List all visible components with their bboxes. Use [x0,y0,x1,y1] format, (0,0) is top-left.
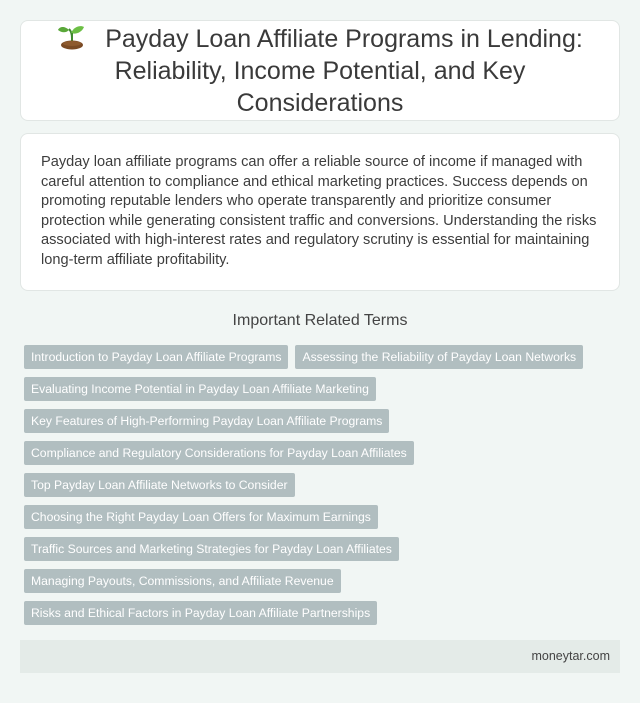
summary-card [20,133,620,291]
title-card [20,20,620,121]
related-term-tag[interactable]: Assessing the Reliability of Payday Loan Networks [295,345,583,369]
term-row [24,569,624,593]
footer-site-link[interactable]: moneytar.com [531,649,610,663]
sprout-icon [57,24,87,50]
related-terms-list [24,345,624,633]
related-term-tag[interactable]: Managing Payouts, Commissions, and Affiliate Revenue [24,569,341,593]
summary-text: Payday loan affiliate programs can offer a reliable source of income if managed with careful attention to compliance and ethical marketing practices. Success depends on promoting reputable lenders who operate transparently and prioritize consumer protection while generating consistent traffic and conversions. Understanding the risks associated with high-interest rates and regulatory scrutiny is essential for maintaining long-term affiliate profitability. [41,154,597,268]
term-row [24,441,624,465]
footer [20,640,620,673]
related-term-tag[interactable]: Top Payday Loan Affiliate Networks to Consider [24,473,295,497]
term-row [24,473,624,497]
related-term-tag[interactable]: Traffic Sources and Marketing Strategies for Payday Loan Affiliates [24,537,399,561]
term-row [24,537,624,561]
related-term-tag[interactable]: Choosing the Right Payday Loan Offers for Maximum Earnings [24,505,378,529]
term-row [24,377,624,401]
term-row [24,409,624,433]
page-title [39,23,601,119]
related-term-tag[interactable]: Introduction to Payday Loan Affiliate Programs [24,345,288,369]
related-terms-heading: Important Related Terms [232,312,408,329]
term-row [24,505,624,529]
page-title-text: Payday Loan Affiliate Programs in Lending: Reliability, Income Potential, and Key Considerations [105,24,583,117]
related-term-tag[interactable]: Risks and Ethical Factors in Payday Loan Affiliate Partnerships [24,601,377,625]
term-row [24,601,624,625]
related-term-tag[interactable]: Compliance and Regulatory Considerations for Payday Loan Affiliates [24,441,414,465]
term-row [24,345,624,369]
related-term-tag[interactable]: Evaluating Income Potential in Payday Loan Affiliate Marketing [24,377,376,401]
related-term-tag[interactable]: Key Features of High-Performing Payday Loan Affiliate Programs [24,409,389,433]
